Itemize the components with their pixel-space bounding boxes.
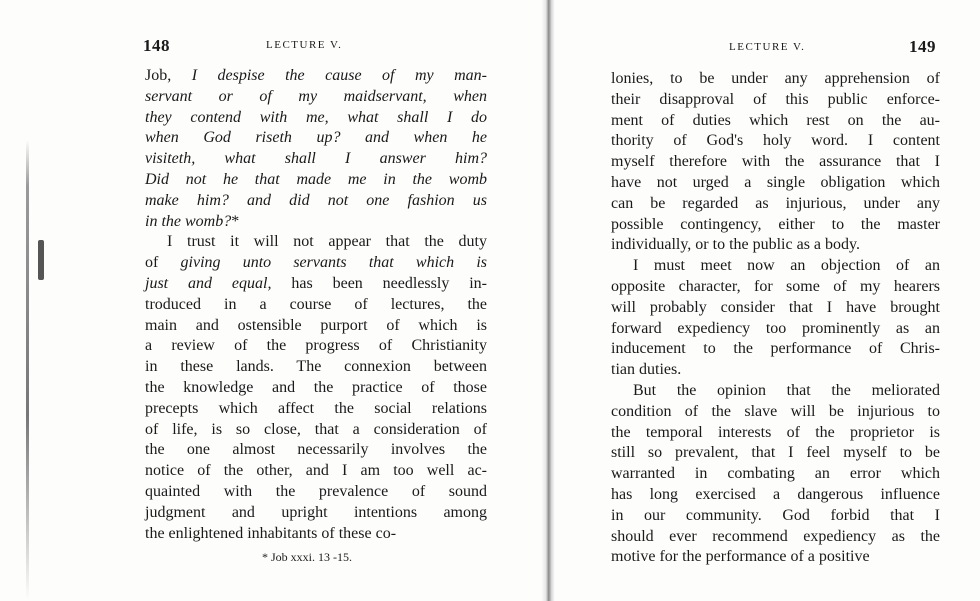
text-line: thority of God's holy word. I content [611,132,940,150]
text-line: should ever recommend expediency as the [611,527,940,545]
page-number-right: 149 [909,37,936,56]
text-line: condition of the slave will be injurious to [611,402,940,420]
text-segment: the enlightened inhabitants of these co- [145,524,397,542]
right-page [555,0,980,601]
text-segment: Did not he that made me in the womb [145,170,487,188]
text-line [145,482,487,503]
text-segment: they contend with me, what shall I do [145,108,487,126]
text-line [145,128,487,149]
text-line: in our community. God forbid that I [611,506,940,524]
text-segment: the knowledge and the practice of those [145,378,487,396]
text-line: the temporal interests of the proprietor is [611,423,940,441]
footnote: * Job xxxi. 13 -15. [262,550,352,564]
text-line: still so prevalent, that I feel myself to be [611,444,940,462]
text-line: But the opinion that the meliorated [633,381,940,399]
text-line: can be regarded as injurious, under any [611,194,940,212]
text-segment: troduced in a course of lectures, the [145,295,487,313]
right-body-text [611,69,940,568]
text-line: will probably consider that I have brought [611,298,940,316]
text-line [145,212,487,233]
left-body-text [145,66,487,544]
text-line [145,87,487,108]
text-segment: I despise the cause of my man- [191,67,488,84]
running-head-right: LECTURE V. [729,41,806,53]
text-line [145,399,487,420]
text-line: forward expediency too prominently as an [611,319,940,337]
text-segment: has been needlessly in- [271,274,488,292]
text-line: lonies, to be under any apprehension of [611,70,940,87]
text-segment: main and ostensible purport of which is [145,316,487,334]
text-line: myself therefore with the assurance that I [611,153,940,171]
text-line [145,378,487,399]
page-number-left: 148 [143,36,170,55]
text-line [145,295,487,316]
text-line [145,440,487,461]
text-line [145,336,487,357]
text-line: ment of duties which rest on the au- [611,111,940,129]
text-line: individually, or to the public as a body. [611,236,860,254]
text-segment: servant or of my maidservant, when [145,87,487,105]
text-segment: visiteth, what shall I answer him? [145,150,487,168]
running-head-left: LECTURE V. [266,39,343,51]
text-line: has long exercised a dangerous influence [611,485,940,503]
text-line [145,461,487,482]
text-line: possible contingency, either to the master [611,215,940,233]
text-line [145,274,487,295]
text-line [145,108,487,129]
text-line: tian duties. [611,361,682,379]
text-segment: Job, [145,67,192,84]
text-segment: when God riseth up? and when he [145,129,487,147]
text-line [145,149,487,170]
text-line: warranted in combating an error which [611,465,940,483]
text-segment: notice of the other, and I am too well ac- [145,462,487,480]
text-line [145,420,487,441]
text-line [145,253,487,274]
text-line: have not urged a single obligation which [611,173,940,191]
text-segment: giving unto servants that which is [180,254,487,272]
text-line [145,170,487,191]
text-line: I must meet now an objection of an [633,257,940,275]
text-segment: of life, is so close, that a consideration of [145,420,487,438]
text-segment: just and equal, [145,274,272,292]
text-line [145,316,487,337]
text-line [145,503,487,524]
text-line [145,357,487,378]
text-segment: in the womb? [145,212,232,230]
text-segment: a review of the progress of Christianity [145,337,487,355]
text-line [145,191,487,212]
text-segment: quainted with the prevalence of sound [145,482,487,500]
text-line: their disapproval of this public enforce- [611,90,940,108]
text-segment: * [231,212,240,230]
text-line: opposite character, for some of my hearers [611,277,940,295]
text-segment: make him? and did not one fashion us [145,191,487,209]
text-line [145,66,487,87]
text-segment: of [145,254,181,272]
text-segment: the one almost necessarily involves the [145,441,487,459]
text-line: motive for the performance of a positive [611,548,870,566]
book-gutter [541,0,555,601]
text-line [145,232,487,253]
text-line [145,524,487,545]
text-segment: in these lands. The connexion between [145,358,487,376]
text-segment: I trust it will not appear that the duty [167,233,487,251]
text-line: inducement to the performance of Chris- [611,340,940,358]
text-segment: judgment and upright intentions among [145,503,487,521]
text-segment: precepts which affect the social relations [145,399,487,417]
